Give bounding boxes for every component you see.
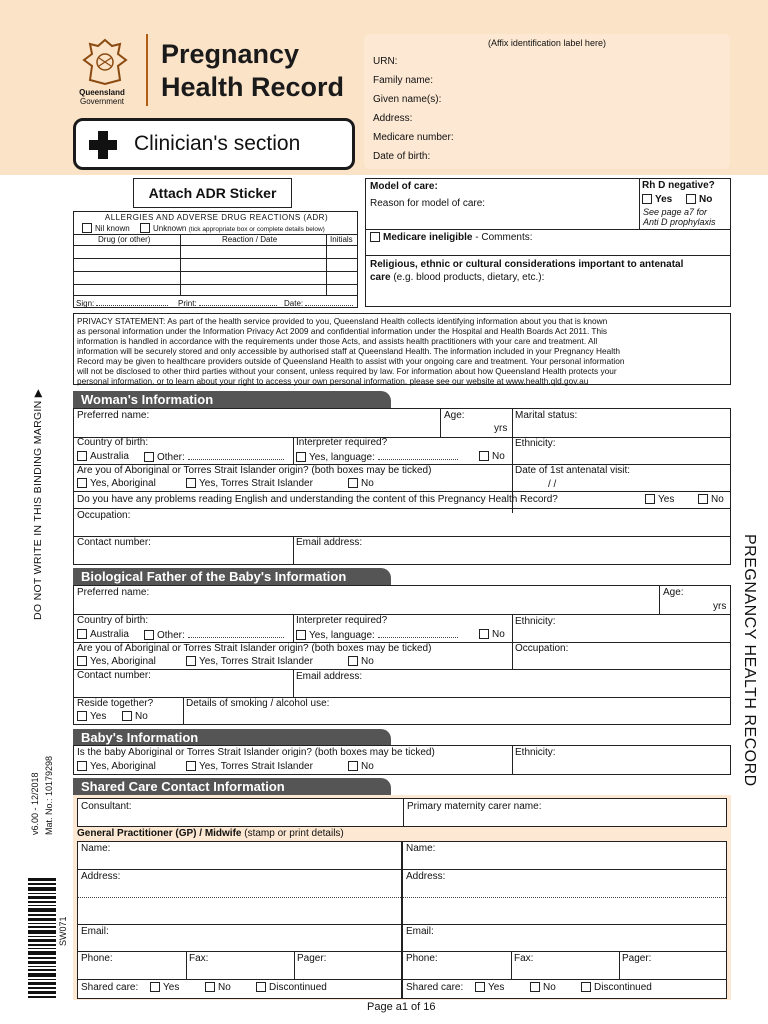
- father-other-checkbox[interactable]: [144, 630, 154, 640]
- father-section-header: Biological Father of the Baby's Information: [73, 568, 391, 585]
- baby-yes-aboriginal[interactable]: Yes, Aboriginal: [77, 761, 156, 772]
- rhd-yes-checkbox[interactable]: [642, 194, 652, 204]
- adr-sign: Sign:: [76, 297, 168, 308]
- woman-aboriginal-no[interactable]: No: [348, 478, 374, 489]
- model-of-care-block: [365, 178, 731, 307]
- adr-sticker-box[interactable]: Attach ADR Sticker: [133, 178, 292, 208]
- gp-right-fax[interactable]: Fax:: [514, 953, 534, 964]
- gp-right-email[interactable]: Email:: [406, 926, 434, 937]
- baby-aboriginal-question: Is the baby Aboriginal or Torres Strait Islander origin? (both boxes may be ticked): [77, 747, 435, 758]
- woman-section-header: Woman's Information: [73, 391, 391, 408]
- queensland-crest-icon: [76, 36, 134, 88]
- gp-block-left: [77, 841, 402, 999]
- gp-right-name[interactable]: Name:: [406, 843, 436, 854]
- father-smoking[interactable]: Details of smoking / alcohol use:: [186, 698, 330, 709]
- woman-marital-status[interactable]: Marital status:: [515, 410, 578, 421]
- woman-contact-number[interactable]: Contact number:: [77, 537, 151, 548]
- sw-code: SW071: [58, 916, 68, 946]
- clinician-section-banner: [73, 118, 355, 170]
- model-of-care-label: Model of care:: [370, 181, 438, 192]
- barcode: [28, 878, 56, 998]
- woman-interpreter-yes[interactable]: Yes, language:: [296, 451, 458, 463]
- government-wordmark: [74, 88, 130, 106]
- father-interpreter-yes[interactable]: Yes, language:: [296, 629, 458, 641]
- gov-line1: Queensland: [79, 88, 125, 97]
- nil-known-label: Nil known: [95, 224, 130, 233]
- father-reside-together: Reside together?: [77, 698, 154, 709]
- woman-email[interactable]: Email address:: [296, 537, 363, 548]
- woman-interpreter-no[interactable]: No: [479, 451, 505, 462]
- shared-care-section: [73, 795, 731, 1000]
- father-australia-checkbox[interactable]: [77, 629, 87, 639]
- unknown-label: Unknown: [153, 224, 187, 233]
- woman-other-checkbox[interactable]: [144, 452, 154, 462]
- arrow-right-icon: ▶: [32, 388, 44, 398]
- shared-care-section-header: Shared Care Contact Information: [73, 778, 391, 795]
- gp-left-no-checkbox[interactable]: [205, 982, 215, 992]
- privacy-line7: personal information, or to learn about your right to access your own personal information, please see our website at www.health.qld.gov.au: [77, 376, 589, 386]
- gp-right-yes-checkbox[interactable]: [475, 982, 485, 992]
- father-reside-no-checkbox[interactable]: [122, 711, 132, 721]
- primary-carer-label[interactable]: Primary maternity carer name:: [407, 801, 542, 812]
- privacy-line1: PRIVACY STATEMENT: As part of the health service provided to you, Queensland Health collects identifying information about you that is known: [77, 316, 608, 326]
- woman-australia[interactable]: Australia: [77, 451, 129, 462]
- id-field-urn: URN:: [373, 56, 398, 67]
- religious-label-line1: Religious, ethnic or cultural considerations important to antenatal: [370, 259, 684, 270]
- unknown-note: (tick appropriate box or complete details below): [188, 226, 325, 233]
- father-australia[interactable]: Australia: [77, 629, 129, 640]
- baby-aboriginal-no-checkbox[interactable]: [348, 761, 358, 771]
- woman-australia-checkbox[interactable]: [77, 451, 87, 461]
- medical-cross-icon: [88, 130, 118, 160]
- privacy-line3: information is handled in accordance with the requirements under those Acts, and assists health practitioners with your care and treatment. All: [77, 336, 598, 346]
- brand-divider: [146, 34, 148, 106]
- baby-yes-aboriginal-checkbox[interactable]: [77, 761, 87, 771]
- gp-right-phone[interactable]: Phone:: [406, 953, 438, 964]
- woman-yrs: yrs: [494, 423, 508, 434]
- gp-left-no[interactable]: No: [205, 982, 231, 993]
- nil-known-checkbox[interactable]: [82, 223, 92, 233]
- id-field-address: Address:: [373, 113, 413, 124]
- baby-yes-tsi-checkbox[interactable]: [186, 761, 196, 771]
- gp-left-yes-checkbox[interactable]: [150, 982, 160, 992]
- gp-left-discontinued-checkbox[interactable]: [256, 982, 266, 992]
- woman-ethnicity[interactable]: Ethnicity:: [515, 438, 556, 449]
- woman-reading-yes-checkbox[interactable]: [645, 494, 655, 504]
- gp-right-discontinued[interactable]: Discontinued: [581, 982, 652, 993]
- woman-yes-tsi[interactable]: Yes, Torres Strait Islander: [186, 478, 313, 489]
- gp-right-address[interactable]: Address:: [406, 871, 446, 882]
- adr-unknown[interactable]: [140, 223, 325, 233]
- id-field-dob: Date of birth:: [373, 151, 431, 162]
- adr-date: Date:: [284, 297, 353, 308]
- father-reside-yes[interactable]: Yes: [77, 711, 106, 722]
- woman-interpreter-no-checkbox[interactable]: [479, 451, 489, 461]
- id-field-medicare: Medicare number:: [373, 132, 454, 143]
- medicare-ineligible-checkbox[interactable]: [370, 232, 380, 242]
- gp-midwife-heading: General Practitioner (GP) / Midwife (stamp or print details): [77, 828, 344, 839]
- clinician-section-label: Clinician's section: [134, 132, 301, 155]
- father-aboriginal-no[interactable]: No: [348, 656, 374, 667]
- id-label-header: (Affix identification label here): [488, 38, 606, 48]
- id-field-given-names: Given name(s):: [373, 94, 442, 105]
- rhd-negative-label: Rh D negative?: [642, 180, 715, 191]
- father-contact-number[interactable]: Contact number:: [77, 670, 151, 681]
- right-margin-title: PREGNANCY HEALTH RECORD: [741, 534, 758, 787]
- page-number: Page a1 of 16: [367, 1001, 436, 1013]
- woman-aboriginal-no-checkbox[interactable]: [348, 478, 358, 488]
- gp-left-yes[interactable]: Yes: [150, 982, 179, 993]
- id-field-family-name: Family name:: [373, 75, 434, 86]
- rhd-no[interactable]: No: [686, 194, 712, 205]
- woman-first-visit[interactable]: Date of 1st antenatal visit:: [515, 465, 631, 476]
- father-age[interactable]: Age:: [663, 587, 684, 598]
- father-interpreter: Interpreter required?: [296, 615, 388, 626]
- gp-left-name[interactable]: Name:: [81, 843, 111, 854]
- privacy-line6: will not be disclosed to other third parties without your consent, unless required by law. For information about how Queensland Health protects your: [77, 366, 617, 376]
- father-reside-yes-checkbox[interactable]: [77, 711, 87, 721]
- version-label: v6.00 - 12/2018: [30, 772, 40, 835]
- father-interpreter-no[interactable]: No: [479, 629, 505, 640]
- gp-left-pager[interactable]: Pager:: [297, 953, 327, 964]
- woman-reading-question: Do you have any problems reading English and understanding the content of this Pregnancy Health Record?: [77, 494, 558, 505]
- woman-aboriginal-question: Are you of Aboriginal or Torres Strait Islander origin? (both boxes may be ticked): [77, 465, 432, 476]
- baby-ethnicity[interactable]: Ethnicity:: [515, 747, 556, 758]
- adr-title: ALLERGIES AND ADVERSE DRUG REACTIONS (ADR): [104, 213, 329, 222]
- gov-line2: Government: [79, 97, 125, 106]
- woman-yes-aboriginal[interactable]: Yes, Aboriginal: [77, 478, 156, 489]
- gp-right-yes[interactable]: Yes: [475, 982, 504, 993]
- adr-nil-known[interactable]: [82, 223, 130, 233]
- baby-aboriginal-no[interactable]: No: [348, 761, 374, 772]
- woman-reading-yes[interactable]: Yes: [645, 494, 674, 505]
- adr-table: [73, 211, 358, 308]
- woman-other[interactable]: Other:: [144, 451, 284, 463]
- father-reside-no[interactable]: No: [122, 711, 148, 722]
- father-yrs: yrs: [713, 601, 727, 612]
- woman-interpreter: Interpreter required?: [296, 437, 388, 448]
- baby-section-header: Baby's Information: [73, 729, 391, 746]
- woman-yes-tsi-checkbox[interactable]: [186, 478, 196, 488]
- gp-right-pager[interactable]: Pager:: [622, 953, 652, 964]
- privacy-line4: information will be securely stored and only accessible by authorised staff at Queensland Health. The information included in your Pregnancy Health: [77, 346, 620, 356]
- religious-label-line2: care (e.g. blood products, dietary, etc.):: [370, 272, 545, 283]
- gp-left-discontinued[interactable]: Discontinued: [256, 982, 327, 993]
- woman-country-of-birth: Country of birth:: [77, 437, 149, 448]
- privacy-line5: Record may be given to healthcare providers outside of Queensland Health to assist with your ongoing care and treatment. Your personal information: [77, 356, 625, 366]
- mat-number: Mat. No.: 10179298: [44, 755, 54, 835]
- woman-section: [73, 408, 731, 565]
- father-ethnicity[interactable]: Ethnicity:: [515, 616, 556, 627]
- father-other[interactable]: Other:: [144, 629, 284, 641]
- father-interpreter-no-checkbox[interactable]: [479, 629, 489, 639]
- woman-age[interactable]: Age:: [444, 410, 465, 421]
- adr-print: Print:: [178, 297, 277, 308]
- gp-right-no[interactable]: No: [530, 982, 556, 993]
- father-yes-aboriginal-checkbox[interactable]: [77, 656, 87, 666]
- title-line2: Health Record: [161, 72, 345, 102]
- father-preferred-name[interactable]: Preferred name:: [77, 587, 150, 598]
- baby-yes-tsi[interactable]: Yes, Torres Strait Islander: [186, 761, 313, 772]
- father-yes-tsi[interactable]: Yes, Torres Strait Islander: [186, 656, 313, 667]
- gp-right-discontinued-checkbox[interactable]: [581, 982, 591, 992]
- woman-occupation[interactable]: Occupation:: [77, 510, 131, 521]
- rhd-note2: Anti D prophylaxis: [643, 217, 716, 227]
- privacy-line2: as personal information under the Information Privacy Act 2009 and confidential information under the Hospital and Health Boards Act 2011. This: [77, 326, 608, 336]
- gp-left-shared-care: Shared care:: [81, 982, 139, 993]
- woman-reading-no[interactable]: No: [698, 494, 724, 505]
- identification-label-area[interactable]: [364, 34, 730, 169]
- woman-yes-aboriginal-checkbox[interactable]: [77, 478, 87, 488]
- father-country-of-birth: Country of birth:: [77, 615, 149, 626]
- binding-margin-notice: DO NOT WRITE IN THIS BINDING MARGIN ▶: [32, 388, 44, 620]
- woman-preferred-name[interactable]: Preferred name:: [77, 410, 150, 421]
- col-reaction: Reaction / Date: [222, 235, 278, 244]
- father-yes-tsi-checkbox[interactable]: [186, 656, 196, 666]
- gp-left-phone[interactable]: Phone:: [81, 953, 113, 964]
- rhd-note1: See page a7 for: [643, 207, 708, 217]
- reason-label: Reason for model of care:: [370, 198, 486, 209]
- rhd-yes[interactable]: Yes: [642, 194, 672, 205]
- gp-left-fax[interactable]: Fax:: [189, 953, 209, 964]
- page-title: [161, 38, 344, 104]
- father-aboriginal-no-checkbox[interactable]: [348, 656, 358, 666]
- rhd-no-checkbox[interactable]: [686, 194, 696, 204]
- gp-right-shared-care: Shared care:: [406, 982, 464, 993]
- gp-block-right: [402, 841, 727, 999]
- father-section: [73, 585, 731, 725]
- father-occupation[interactable]: Occupation:: [515, 643, 569, 654]
- col-drug: Drug (or other): [98, 235, 151, 244]
- father-email[interactable]: Email address:: [296, 671, 363, 682]
- consultant-label[interactable]: Consultant:: [81, 801, 132, 812]
- father-interpreter-yes-checkbox[interactable]: [296, 630, 306, 640]
- gp-left-address[interactable]: Address:: [81, 871, 121, 882]
- woman-reading-no-checkbox[interactable]: [698, 494, 708, 504]
- medicare-ineligible[interactable]: Medicare ineligible - Comments:: [370, 232, 533, 243]
- unknown-checkbox[interactable]: [140, 223, 150, 233]
- title-line1: Pregnancy: [161, 39, 300, 69]
- gp-left-email[interactable]: Email:: [81, 926, 109, 937]
- baby-section: [73, 745, 731, 775]
- father-aboriginal-question: Are you of Aboriginal or Torres Strait Islander origin? (both boxes may be ticked): [77, 643, 432, 654]
- privacy-statement: [73, 313, 731, 385]
- woman-interpreter-yes-checkbox[interactable]: [296, 452, 306, 462]
- father-yes-aboriginal[interactable]: Yes, Aboriginal: [77, 656, 156, 667]
- col-initials: Initials: [330, 235, 353, 244]
- consultant-row: [77, 798, 727, 827]
- gp-right-no-checkbox[interactable]: [530, 982, 540, 992]
- woman-first-visit-date: / /: [548, 479, 557, 490]
